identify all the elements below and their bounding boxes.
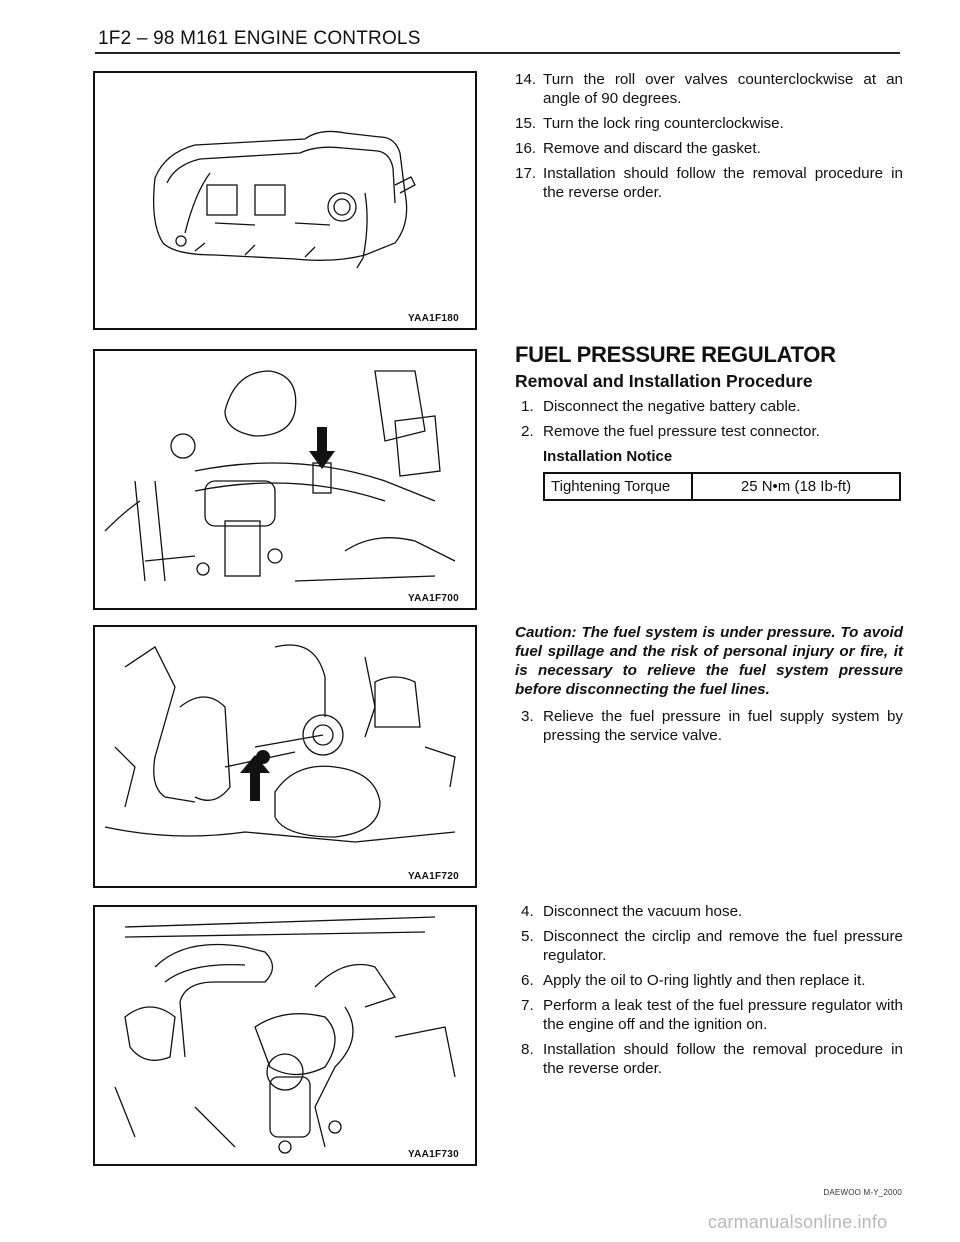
service-valve-illustration — [95, 627, 475, 886]
list-item: 16. Remove and discard the gasket. — [515, 140, 761, 157]
section-fuel-tank-steps — [515, 70, 903, 208]
list-item: 3. Relieve the fuel pressure in fuel supply system by pressing the service valve. — [521, 708, 903, 744]
list-item: 7. Perform a leak test of the fuel pressure regulator with the engine off and the ignition on. — [521, 997, 903, 1033]
figure-caption: YAA1F180 — [408, 313, 459, 324]
footer-code: DAEWOO M-Y_2000 — [823, 1188, 902, 1197]
figure-regulator-connector — [93, 349, 477, 610]
torque-table — [543, 472, 901, 501]
list-item: 5. Disconnect the circlip and remove the fuel pressure regulator. — [521, 928, 903, 964]
installation-notice-label: Installation Notice — [543, 448, 673, 465]
step-list — [515, 397, 903, 441]
figure-caption: YAA1F700 — [408, 593, 459, 604]
section-subheading: Removal and Installation Procedure — [515, 371, 813, 391]
step-list — [515, 70, 903, 202]
list-item: 1. Disconnect the negative battery cable. — [521, 398, 801, 415]
figure-caption: YAA1F720 — [408, 871, 459, 882]
caution-text: Caution: The fuel system is under pressure. To avoid fuel spillage and the risk of personal injury or fire, it is necessary to relieve the fuel system pressure before disconnecting the fuel lines. — [515, 624, 903, 698]
regulator-removal-illustration — [95, 907, 475, 1164]
section-fuel-pressure-regulator — [515, 342, 903, 501]
torque-label: Tightening Torque — [544, 473, 692, 500]
section-caution — [515, 623, 903, 751]
step-list — [515, 707, 903, 745]
engine-connector-illustration — [95, 351, 475, 608]
step-list — [515, 902, 903, 1078]
header-divider — [95, 52, 900, 54]
list-item: 15. Turn the lock ring counterclockwise. — [515, 115, 784, 132]
list-item: 14. Turn the roll over valves counterclockwise at an angle of 90 degrees. — [515, 71, 903, 107]
page-header-title: 1F2 – 98 M161 ENGINE CONTROLS — [98, 28, 421, 49]
list-item: 17. Installation should follow the removal procedure in the reverse order. — [515, 165, 903, 201]
section-heading: FUEL PRESSURE REGULATOR — [515, 342, 836, 367]
watermark-link[interactable]: carmanualsonline.info — [708, 1212, 888, 1232]
figure-caption: YAA1F730 — [408, 1149, 459, 1160]
torque-value: 25 N•m (18 Ib-ft) — [692, 473, 900, 500]
section-regulator-removal-steps — [515, 902, 903, 1084]
list-item: 2. Remove the fuel pressure test connector. — [521, 423, 820, 440]
figure-regulator-removal — [93, 905, 477, 1166]
fuel-tank-illustration — [95, 73, 475, 328]
list-item: 8. Installation should follow the removal procedure in the reverse order. — [521, 1041, 903, 1077]
figure-fuel-tank — [93, 71, 477, 330]
figure-service-valve — [93, 625, 477, 888]
list-item: 6. Apply the oil to O-ring lightly and then replace it. — [521, 972, 866, 989]
list-item: 4. Disconnect the vacuum hose. — [521, 903, 743, 920]
